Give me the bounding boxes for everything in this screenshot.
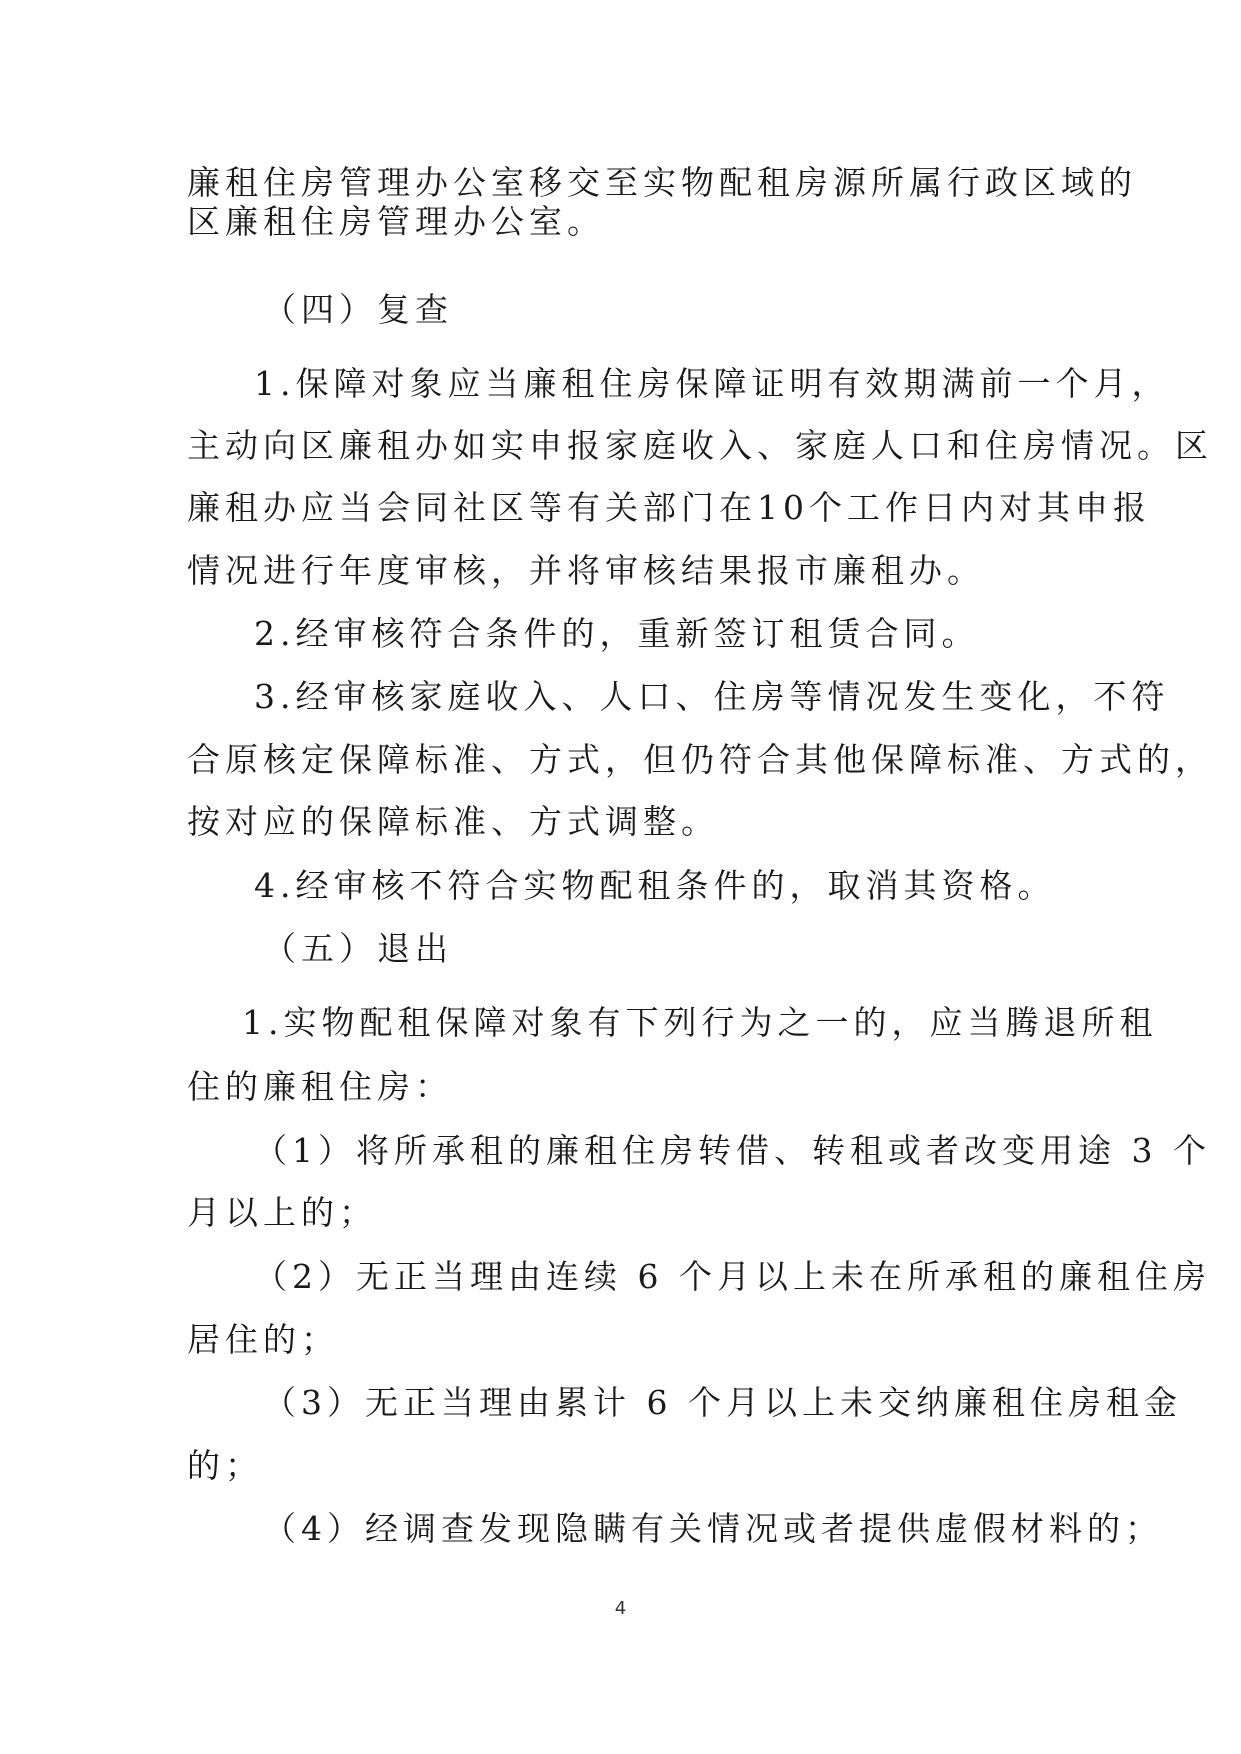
text-line: （2）无正当理由连续 6 个月以上未在所承租的廉租住房 xyxy=(254,1257,1211,1296)
text-line: 3.经审核家庭收入、人口、住房等情况发生变化，不符 xyxy=(254,677,1170,716)
text-line: 情况进行年度审核，并将审核结果报市廉租办。 xyxy=(187,551,985,590)
text-line: 居住的； xyxy=(187,1320,339,1359)
text-line: 1.保障对象应当廉租住房保障证明有效期满前一个月， xyxy=(254,364,1170,403)
text-line: 按对应的保障标准、方式调整。 xyxy=(187,802,719,841)
text-line: （4）经调查发现隐瞒有关情况或者提供虚假材料的； xyxy=(263,1509,1163,1548)
text-line: 的； xyxy=(187,1446,263,1485)
text-line: （3）无正当理由累计 6 个月以上未交纳廉租住房租金 xyxy=(263,1383,1182,1422)
text-line: 区廉租住房管理办公室。 xyxy=(187,202,605,241)
section-heading: （五）退出 xyxy=(263,929,453,968)
text-line: 月以上的； xyxy=(187,1193,377,1232)
text-line: （1）将所承租的廉租住房转借、转租或者改变用途 3 个 xyxy=(254,1131,1211,1170)
section-heading: （四）复查 xyxy=(263,290,453,329)
text-line: 合原核定保障标准、方式，但仍符合其他保障标准、方式的， xyxy=(187,740,1213,779)
text-line: 4.经审核不符合实物配租条件的，取消其资格。 xyxy=(254,866,1056,905)
text-line: 住的廉租住房： xyxy=(187,1067,453,1106)
text-line: 2.经审核符合条件的，重新签订租赁合同。 xyxy=(254,614,980,653)
text-line: 主动向区廉租办如实申报家庭收入、家庭人口和住房情况。区 xyxy=(187,426,1213,465)
text-line: 廉租住房管理办公室移交至实物配租房源所属行政区域的 xyxy=(187,163,1137,202)
text-line: 1.实物配租保障对象有下列行为之一的，应当腾退所租 xyxy=(242,1003,1158,1042)
page-number: 4 xyxy=(614,1598,627,1619)
text-line: 廉租办应当会同社区等有关部门在10个工作日内对其申报 xyxy=(187,488,1151,527)
